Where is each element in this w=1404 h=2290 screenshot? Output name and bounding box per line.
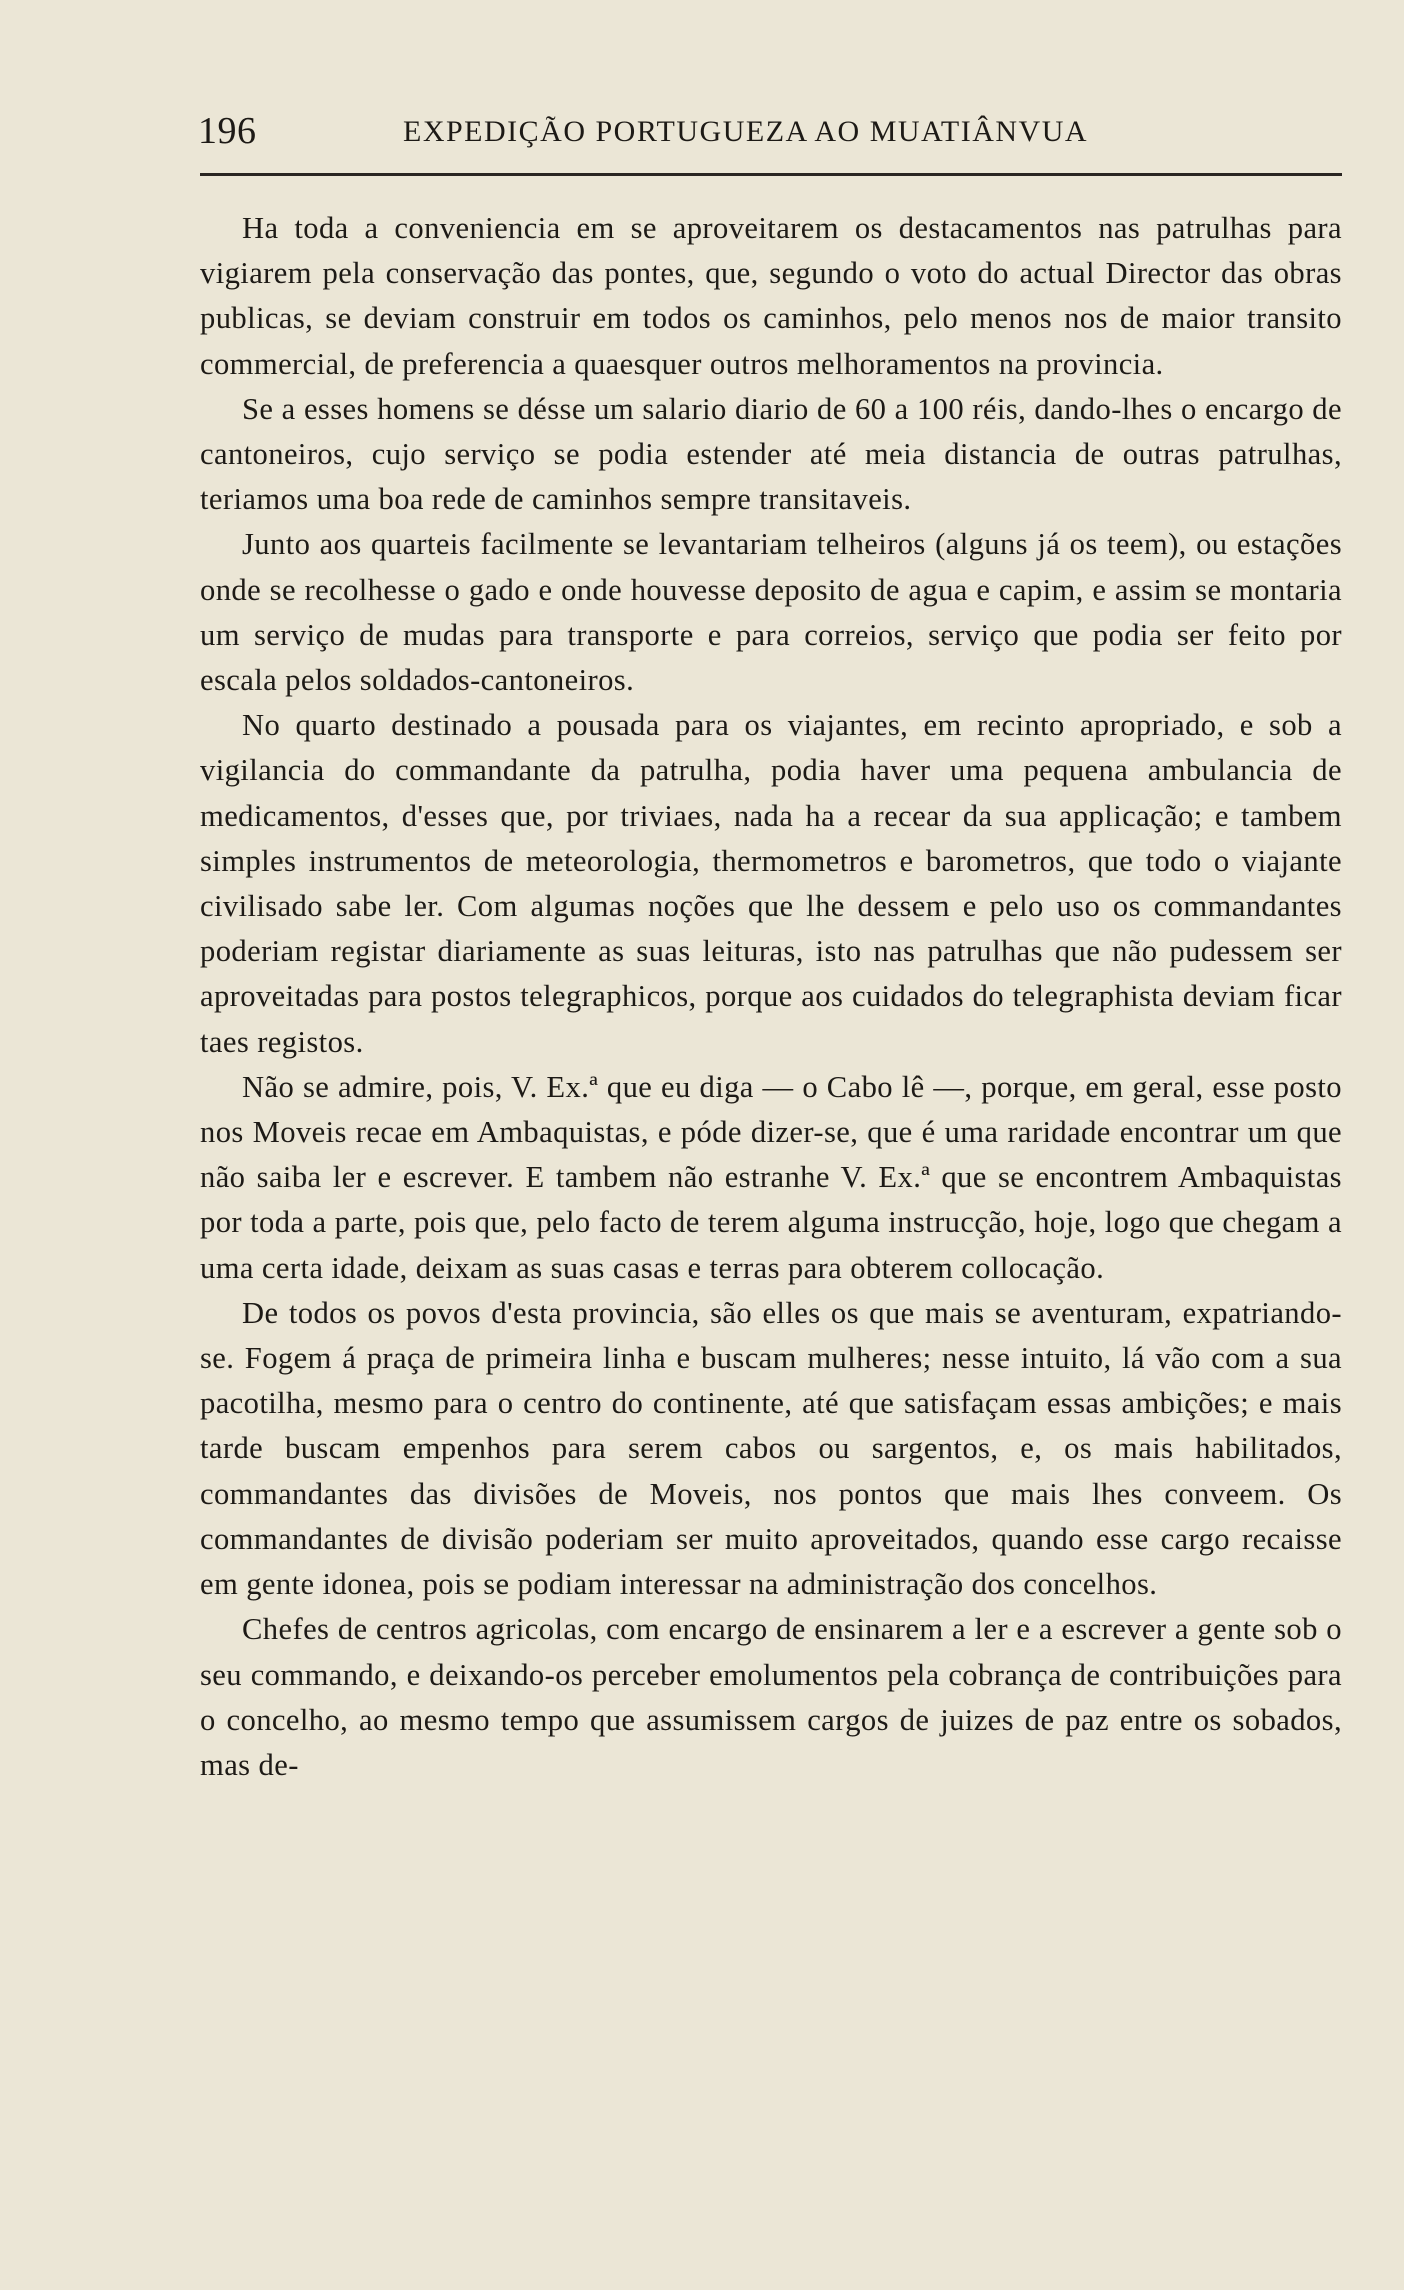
running-title: EXPEDIÇÃO PORTUGUEZA AO MUATIÂNVUA xyxy=(403,115,1089,148)
paragraph: No quarto destinado a pousada para os viajantes, em recinto apropriado, e sob a vigilancia do commandante da patrulha, podia haver uma pequena ambulancia de medicamentos, d'esses que, por triviaes, nada ha a recear da sua applicação; e tambem simples instrumentos de meteorologia, thermometros e barometros, que todo o viajante civilisado sabe ler. Com algumas noções que lhe dessem e pelo uso os commandantes poderiam registar diariamente as suas leituras, isto nas patrulhas que não pudessem ser aproveitadas para postos telegraphicos, porque aos cuidados do telegraphista deviam ficar taes registos. xyxy=(200,708,1342,1059)
body-text xyxy=(200,206,1342,1788)
header-rule xyxy=(200,173,1342,176)
paragraph: Chefes de centros agricolas, com encargo de ensinarem a ler e a escrever a gente sob o seu commando, e deixando-os perceber emolumentos pela cobrança de contribuições para o concelho, ao mesmo tempo que assumissem cargos de juizes de paz entre os sobados, mas de- xyxy=(200,1612,1342,1782)
paragraph: Ha toda a conveniencia em se aproveitarem os destacamentos nas patrulhas para vigiarem pela conservação das pontes, que, segundo o voto do actual Director das obras publicas, se deviam construir em todos os caminhos, pelo menos nos de maior transito commercial, de preferencia a quaesquer outros melhoramentos na provincia. xyxy=(200,211,1342,381)
page-header xyxy=(198,108,1342,158)
page-number: 196 xyxy=(198,110,257,152)
paragraph: Se a esses homens se désse um salario diario de 60 a 100 réis, dando-lhes o encargo de cantoneiros, cujo serviço se podia estender até meia distancia de outras patrulhas, teriamos uma boa rede de caminhos sempre transitaveis. xyxy=(200,391,1342,517)
paragraph: Não se admire, pois, V. Ex.ª que eu diga — o Cabo lê —, porque, em geral, esse posto nos Moveis recae em Ambaquistas, e póde dizer-se, que é uma raridade encontrar um que não saiba ler e escrever. E tambem não estranhe V. Ex.ª que se encontrem Ambaquistas por toda a parte, pois que, pelo facto de terem alguma instrucção, hoje, logo que chegam a uma certa idade, deixam as suas casas e terras para obterem collocação. xyxy=(200,1069,1342,1285)
paragraph: De todos os povos d'esta provincia, são elles os que mais se aventuram, expatriando-se. Fogem á praça de primeira linha e buscam mulheres; nesse intuito, lá vão com a sua pacotilha, mesmo para o centro do continente, até que satisfaçam essas ambições; e mais tarde buscam empenhos para serem cabos ou sargentos, e, os mais habilitados, commandantes das divisões de Moveis, nos pontos que mais lhes conveem. Os commandantes de divisão poderiam ser muito aproveitados, quando esse cargo recaisse em gente idonea, pois se podiam interessar na administração dos concelhos. xyxy=(200,1295,1342,1602)
paragraph: Junto aos quarteis facilmente se levantariam telheiros (alguns já os teem), ou estações onde se recolhesse o gado e onde houvesse deposito de agua e capim, e assim se montaria um serviço de mudas para transporte e para correios, serviço que podia ser feito por escala pelos soldados-cantoneiros. xyxy=(200,527,1342,698)
